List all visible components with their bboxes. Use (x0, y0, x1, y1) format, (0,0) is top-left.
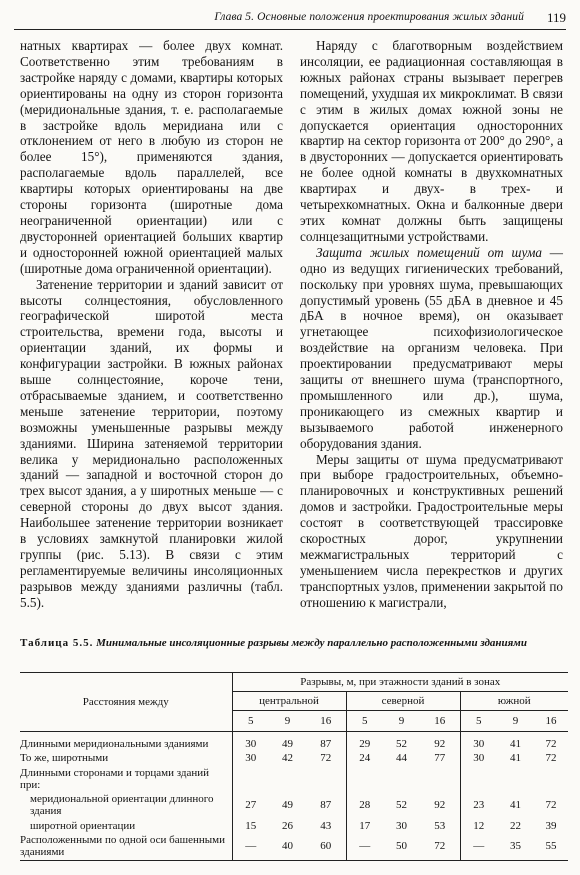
row-label: широтной ориентации (20, 819, 232, 833)
table-cell: 28 (359, 799, 371, 812)
span-header: Разрывы, м, при этажности зданий в зонах (232, 673, 568, 692)
table-caption-text: Минимальные инсоляционные разрывы между параллельно расположенными зданиями (93, 637, 527, 649)
paragraph: Меры защиты от шума предусматривают при выборе градостроительных, объемно-планировочных и конструктивных решений домов и застройки. Градостроительные меры состоят в соответствующей трассировке скоростных дорог, укрупнении межмагистральных территорий с уменьшением числа перекрестков и других транспортных узлов, применении закрытой по отношению к магистрали, (300, 451, 563, 610)
table-row (20, 766, 568, 793)
table-cell: 41 (510, 738, 521, 751)
table-cell: 41 (510, 752, 521, 765)
left-column (20, 38, 283, 611)
table-cell: 87 (306, 792, 346, 819)
table-cell: 43 (306, 819, 346, 833)
table-cell: 15 (245, 819, 257, 832)
table-cell: 30 (396, 819, 407, 832)
table-cell: 92 (420, 792, 460, 819)
table-cell: 42 (282, 752, 293, 765)
floors-header: 5 (460, 711, 497, 732)
table-cell (232, 766, 269, 793)
floors-header: 16 (306, 711, 346, 732)
table-cell: 55 (534, 833, 568, 860)
column-header: Расстояния между (20, 673, 232, 732)
table-cell (497, 766, 534, 793)
table-cell: 77 (420, 751, 460, 765)
table-cell: 41 (510, 799, 521, 812)
table-cell: 22 (510, 819, 521, 832)
table-cell: 40 (269, 833, 306, 860)
paragraph-text: — одно из ведущих гигиенических требований, поскольку при уровнях шума, превышающих допустимый уровень (55 дБА в дневное и 45 дБА в ночное время), он оказывает угнетающее психофизиологическое воздействие на организм человека. При проектировании предусматривают меры защиты от внешнего шума (транспортного, промышленного или др.), шума, проникающего из смежных квартир и вызываемого работой инженерного оборудования здания. (300, 244, 563, 451)
zone-header: северной (346, 692, 460, 711)
table-cell: 72 (420, 833, 460, 860)
table-cell: 30 (473, 752, 485, 765)
table-cell: 12 (473, 819, 485, 832)
table-cell: — (460, 833, 497, 860)
row-label: меридиональной ориентации длинного здания (20, 792, 232, 819)
header-rule (14, 29, 566, 30)
table-cell: 49 (282, 738, 293, 751)
insolation-gaps-table (20, 672, 568, 861)
table-cell: 35 (497, 833, 534, 860)
table-cell (383, 766, 420, 793)
table-cell: 17 (359, 819, 371, 832)
table-cell: 87 (306, 732, 346, 752)
paragraph: натных квартирах — более двух комнат. Соответственно этим требованиям в застройке наряду с домами, квартиры которых ориентированы на одну из сторон горизонта (меридиональные здания, т. е. располагаемые в застройке вдоль меридиана или с отклонением от него в любую из сторон не более 15°), применяются здания, располагаемые вдоль параллелей, все квартиры которых ориентированы на две стороны горизонта (широтные дома неограниченной ориентации) или с двусторонней ориентацией больших квартир и односторонней южной ориентацией малых (широтные дома ограниченной ориентации). (20, 38, 283, 276)
table-cell: 72 (545, 799, 557, 812)
table-cell: 44 (396, 752, 407, 765)
table-row (20, 792, 568, 819)
floors-header: 9 (383, 711, 420, 732)
table-row (20, 751, 568, 765)
running-header (14, 10, 566, 30)
table-cell (306, 766, 346, 793)
table-cell: 92 (420, 732, 460, 752)
table-caption (20, 637, 564, 650)
table-cell: 39 (545, 819, 557, 832)
page-number: 119 (546, 10, 566, 25)
table-cell: — (346, 833, 383, 860)
table-cell: 30 (245, 738, 257, 751)
table-cell: 30 (473, 738, 485, 751)
zone-header: южной (460, 692, 568, 711)
paragraph: Наряду с благотворным воздействием инсоляции, ее радиационная составляющая в южных районах страны вызывает перегрев помещений, ухудшая их микроклимат. В связи с этим в жилых домах южной зоны не допускается ориентация односторонних квартир на сектор горизонта от 200° до 290°, а в двусторонних — допускается ориентировать не более одной комнаты в двухкомнатных квартирах и двух- в трех- и четырехкомнатных. Окна и балконные двери этих комнат должны быть защищены солнцезащитными устройствами. (300, 38, 563, 244)
table-cell: 72 (545, 752, 557, 765)
row-label: То же, широтными (20, 751, 232, 765)
table-label: Таблица 5.5. (20, 637, 94, 649)
floors-header: 5 (346, 711, 383, 732)
right-column (300, 38, 563, 611)
table-cell: 52 (396, 738, 407, 751)
row-label: Длинными меридиональными зданиями (20, 732, 232, 752)
row-label: Длинными сторонами и торцами зданий при: (20, 766, 232, 793)
table-cell: 49 (282, 799, 293, 812)
floors-header: 9 (497, 711, 534, 732)
table-cell (534, 766, 568, 793)
table-cell: 27 (245, 799, 257, 812)
table-cell: 52 (396, 799, 407, 812)
floors-header: 9 (269, 711, 306, 732)
table-cell: 23 (473, 799, 485, 812)
table-cell: 72 (545, 738, 557, 751)
table-cell: — (232, 833, 269, 860)
table-row (20, 732, 568, 752)
table-cell: 26 (282, 819, 293, 832)
table-cell: 60 (306, 833, 346, 860)
table-cell (269, 766, 306, 793)
floors-header: 16 (534, 711, 568, 732)
row-label: Расположенными по одной оси башенными зданиями (20, 833, 232, 860)
table-cell: 72 (306, 751, 346, 765)
paragraph (300, 245, 563, 452)
table-row (20, 833, 568, 860)
table-cell (460, 766, 497, 793)
table-cell: 50 (383, 833, 420, 860)
floors-header: 5 (232, 711, 269, 732)
table-cell: 30 (245, 752, 257, 765)
table-row (20, 819, 568, 833)
table-cell: 29 (359, 738, 371, 751)
table-cell (420, 766, 460, 793)
floors-header: 16 (420, 711, 460, 732)
paragraph: Затенение территории и зданий зависит от высоты солнцестояния, обусловленного географической широтой места строительства, времени года, высоты и ориентации зданий, их формы и конфигурации застройки. В южных районах выше солнцестояние, короче тени, отбрасываемые зданием, и соответственно меньше затенение территории, поэтому возможны уменьшенные разрывы между зданиями. Ширина затеняемой территории велика у меридионально расположенных зданий — западной и восточной сторон до трех высот здания, а у широтных меньше — с северной стороны до двух высот здания. Наибольшее затенение территории возникает в условиях замкнутой планировки жилой группы (рис. 5.13). В связи с этим регламентируемые величины инсоляционных разрывов между зданиями различны (табл. 5.5). (20, 276, 283, 610)
table-cell (346, 766, 383, 793)
chapter-title: Глава 5. Основные положения проектирования жилых зданий (214, 11, 524, 23)
table-cell: 53 (420, 819, 460, 833)
table-cell: 24 (359, 752, 371, 765)
zone-header: центральной (232, 692, 346, 711)
italic-lead: Защита жилых помещений от шума (316, 244, 542, 260)
